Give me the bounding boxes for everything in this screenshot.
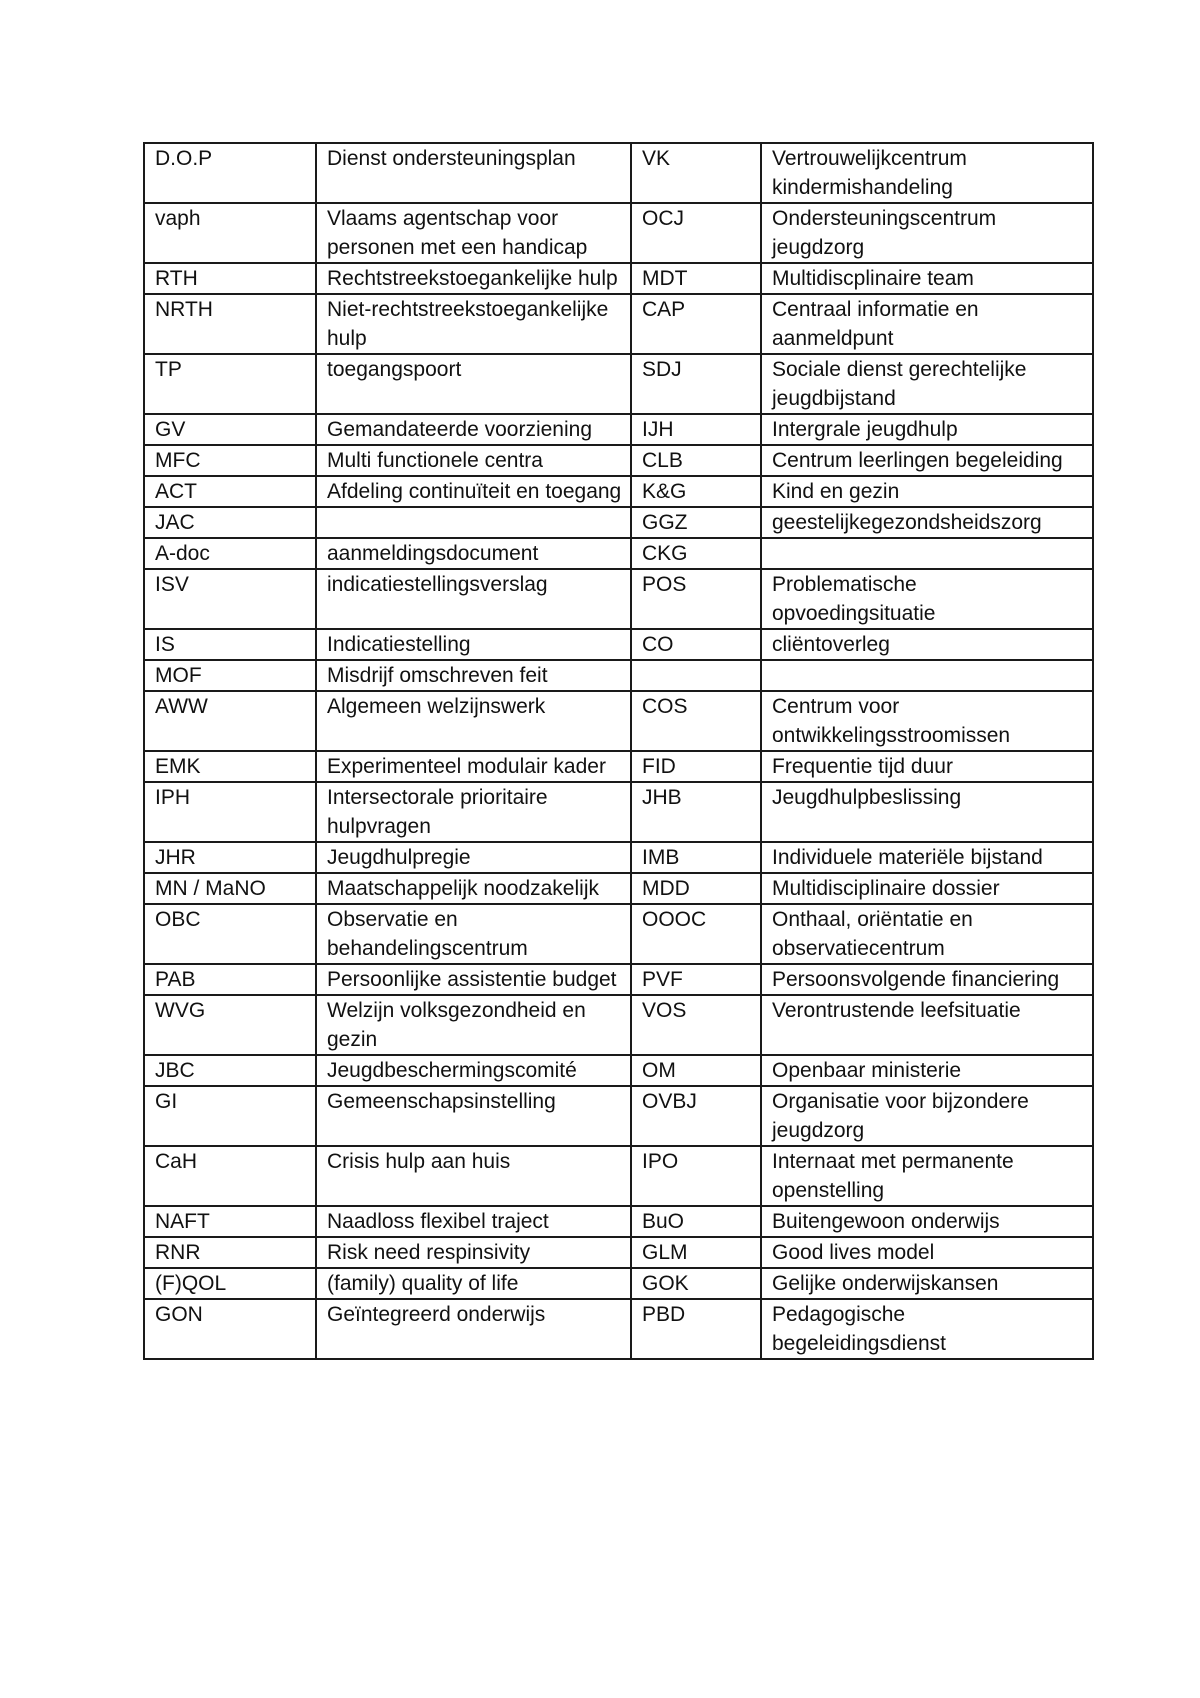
abbreviation-cell: MDD	[631, 873, 761, 904]
definition-cell: Multi functionele centra	[316, 445, 631, 476]
abbreviation-cell: GGZ	[631, 507, 761, 538]
abbreviation-cell: A-doc	[144, 538, 316, 569]
definition-cell: Intersectorale prioritaire hulpvragen	[316, 782, 631, 842]
abbreviation-cell: ISV	[144, 569, 316, 629]
table-row	[144, 964, 1093, 995]
table-row	[144, 294, 1093, 354]
table-row	[144, 1146, 1093, 1206]
abbreviation-cell: OCJ	[631, 203, 761, 263]
definition-cell: Observatie en behandelingscentrum	[316, 904, 631, 964]
abbreviation-cell: OOOC	[631, 904, 761, 964]
definition-cell: Persoonsvolgende financiering	[761, 964, 1093, 995]
abbreviation-cell: NRTH	[144, 294, 316, 354]
table-row	[144, 507, 1093, 538]
table-row	[144, 1299, 1093, 1359]
abbreviation-cell: IJH	[631, 414, 761, 445]
definition-cell: Centraal informatie en aanmeldpunt	[761, 294, 1093, 354]
definition-cell: Ondersteuningscentrum jeugdzorg	[761, 203, 1093, 263]
abbreviation-cell: GON	[144, 1299, 316, 1359]
abbreviation-cell: NAFT	[144, 1206, 316, 1237]
definition-cell: cliëntoverleg	[761, 629, 1093, 660]
definition-cell: geestelijkegezondsheidszorg	[761, 507, 1093, 538]
abbreviation-cell: MN / MaNO	[144, 873, 316, 904]
abbreviation-cell: CO	[631, 629, 761, 660]
abbreviation-cell: MOF	[144, 660, 316, 691]
definition-cell: Vlaams agentschap voor personen met een handicap	[316, 203, 631, 263]
definition-cell: Centrum voor ontwikkelingsstroomissen	[761, 691, 1093, 751]
definition-cell: indicatiestellingsverslag	[316, 569, 631, 629]
abbreviation-cell: MFC	[144, 445, 316, 476]
table-row	[144, 1086, 1093, 1146]
definition-cell	[316, 507, 631, 538]
table-row	[144, 1055, 1093, 1086]
table-row	[144, 569, 1093, 629]
abbreviation-cell: GOK	[631, 1268, 761, 1299]
definition-cell: Gemandateerde voorziening	[316, 414, 631, 445]
definition-cell: Risk need respinsivity	[316, 1237, 631, 1268]
abbreviation-cell: PAB	[144, 964, 316, 995]
definition-cell: Multidisciplinaire dossier	[761, 873, 1093, 904]
definition-cell: toegangspoort	[316, 354, 631, 414]
abbreviation-cell: JHB	[631, 782, 761, 842]
definition-cell: Centrum leerlingen begeleiding	[761, 445, 1093, 476]
definition-cell: Maatschappelijk noodzakelijk	[316, 873, 631, 904]
definition-cell: Naadloss flexibel traject	[316, 1206, 631, 1237]
definition-cell: Persoonlijke assistentie budget	[316, 964, 631, 995]
abbreviation-cell: VOS	[631, 995, 761, 1055]
table-row	[144, 660, 1093, 691]
abbreviation-cell: JHR	[144, 842, 316, 873]
definition-cell: Problematische opvoedingsituatie	[761, 569, 1093, 629]
definition-cell: Gelijke onderwijskansen	[761, 1268, 1093, 1299]
table-row	[144, 263, 1093, 294]
abbreviation-cell: GV	[144, 414, 316, 445]
definition-cell: Misdrijf omschreven feit	[316, 660, 631, 691]
definition-cell: Gemeenschapsinstelling	[316, 1086, 631, 1146]
definition-cell: Geïntegreerd onderwijs	[316, 1299, 631, 1359]
abbreviation-cell: CaH	[144, 1146, 316, 1206]
definition-cell: Afdeling continuïteit en toegang	[316, 476, 631, 507]
definition-cell: Indicatiestelling	[316, 629, 631, 660]
definition-cell: Welzijn volksgezondheid en gezin	[316, 995, 631, 1055]
abbreviation-cell: ACT	[144, 476, 316, 507]
definition-cell: Individuele materiële bijstand	[761, 842, 1093, 873]
definition-cell: Organisatie voor bijzondere jeugdzorg	[761, 1086, 1093, 1146]
abbreviation-cell: BuO	[631, 1206, 761, 1237]
table-row	[144, 1206, 1093, 1237]
abbreviation-cell: PVF	[631, 964, 761, 995]
definition-cell: Multidiscplinaire team	[761, 263, 1093, 294]
table-row	[144, 414, 1093, 445]
abbreviation-cell: CAP	[631, 294, 761, 354]
definition-cell: Kind en gezin	[761, 476, 1093, 507]
definition-cell: Frequentie tijd duur	[761, 751, 1093, 782]
definition-cell: Intergrale jeugdhulp	[761, 414, 1093, 445]
definition-cell: Algemeen welzijnswerk	[316, 691, 631, 751]
table-row	[144, 203, 1093, 263]
table-row	[144, 143, 1093, 203]
abbreviation-cell: SDJ	[631, 354, 761, 414]
abbreviation-table	[143, 142, 1094, 1360]
definition-cell: (family) quality of life	[316, 1268, 631, 1299]
definition-cell: Jeugdhulpregie	[316, 842, 631, 873]
abbreviation-cell: EMK	[144, 751, 316, 782]
table-row	[144, 751, 1093, 782]
definition-cell: Jeugdhulpbeslissing	[761, 782, 1093, 842]
table-row	[144, 1268, 1093, 1299]
table-row	[144, 476, 1093, 507]
table-row	[144, 995, 1093, 1055]
abbreviation-cell: IPH	[144, 782, 316, 842]
abbreviation-cell: POS	[631, 569, 761, 629]
abbreviation-cell: GLM	[631, 1237, 761, 1268]
abbreviation-cell: D.O.P	[144, 143, 316, 203]
definition-cell: Onthaal, oriëntatie en observatiecentrum	[761, 904, 1093, 964]
abbreviation-cell: TP	[144, 354, 316, 414]
table-row	[144, 691, 1093, 751]
definition-cell: Buitengewoon onderwijs	[761, 1206, 1093, 1237]
table-row	[144, 873, 1093, 904]
abbreviation-cell	[631, 660, 761, 691]
abbreviation-cell: PBD	[631, 1299, 761, 1359]
abbreviation-cell: CKG	[631, 538, 761, 569]
definition-cell: Verontrustende leefsituatie	[761, 995, 1093, 1055]
abbreviation-cell: JAC	[144, 507, 316, 538]
table-row	[144, 904, 1093, 964]
abbreviation-cell: WVG	[144, 995, 316, 1055]
abbreviation-table-body	[144, 143, 1093, 1359]
abbreviation-cell: OM	[631, 1055, 761, 1086]
abbreviation-cell: COS	[631, 691, 761, 751]
table-row	[144, 445, 1093, 476]
definition-cell: Rechtstreekstoegankelijke hulp	[316, 263, 631, 294]
abbreviation-cell: IS	[144, 629, 316, 660]
definition-cell: Good lives model	[761, 1237, 1093, 1268]
abbreviation-cell: VK	[631, 143, 761, 203]
abbreviation-cell: OBC	[144, 904, 316, 964]
definition-cell: Experimenteel modulair kader	[316, 751, 631, 782]
definition-cell: Pedagogische begeleidingsdienst	[761, 1299, 1093, 1359]
abbreviation-cell: RNR	[144, 1237, 316, 1268]
table-row	[144, 782, 1093, 842]
table-row	[144, 629, 1093, 660]
definition-cell: Openbaar ministerie	[761, 1055, 1093, 1086]
table-row	[144, 354, 1093, 414]
abbreviation-cell: FID	[631, 751, 761, 782]
abbreviation-cell: JBC	[144, 1055, 316, 1086]
table-row	[144, 842, 1093, 873]
definition-cell: aanmeldingsdocument	[316, 538, 631, 569]
definition-cell: Crisis hulp aan huis	[316, 1146, 631, 1206]
definition-cell	[761, 660, 1093, 691]
table-row	[144, 538, 1093, 569]
definition-cell: Internaat met permanente openstelling	[761, 1146, 1093, 1206]
abbreviation-cell: vaph	[144, 203, 316, 263]
definition-cell: Vertrouwelijkcentrum kindermishandeling	[761, 143, 1093, 203]
abbreviation-cell: (F)QOL	[144, 1268, 316, 1299]
definition-cell: Jeugdbeschermingscomité	[316, 1055, 631, 1086]
definition-cell: Dienst ondersteuningsplan	[316, 143, 631, 203]
abbreviation-cell: CLB	[631, 445, 761, 476]
abbreviation-cell: MDT	[631, 263, 761, 294]
abbreviation-cell: OVBJ	[631, 1086, 761, 1146]
abbreviation-cell: RTH	[144, 263, 316, 294]
definition-cell: Sociale dienst gerechtelijke jeugdbijstand	[761, 354, 1093, 414]
abbreviation-cell: IPO	[631, 1146, 761, 1206]
definition-cell	[761, 538, 1093, 569]
abbreviation-cell: AWW	[144, 691, 316, 751]
definition-cell: Niet-rechtstreekstoegankelijke hulp	[316, 294, 631, 354]
table-row	[144, 1237, 1093, 1268]
abbreviation-cell: GI	[144, 1086, 316, 1146]
abbreviation-cell: K&G	[631, 476, 761, 507]
abbreviation-cell: IMB	[631, 842, 761, 873]
